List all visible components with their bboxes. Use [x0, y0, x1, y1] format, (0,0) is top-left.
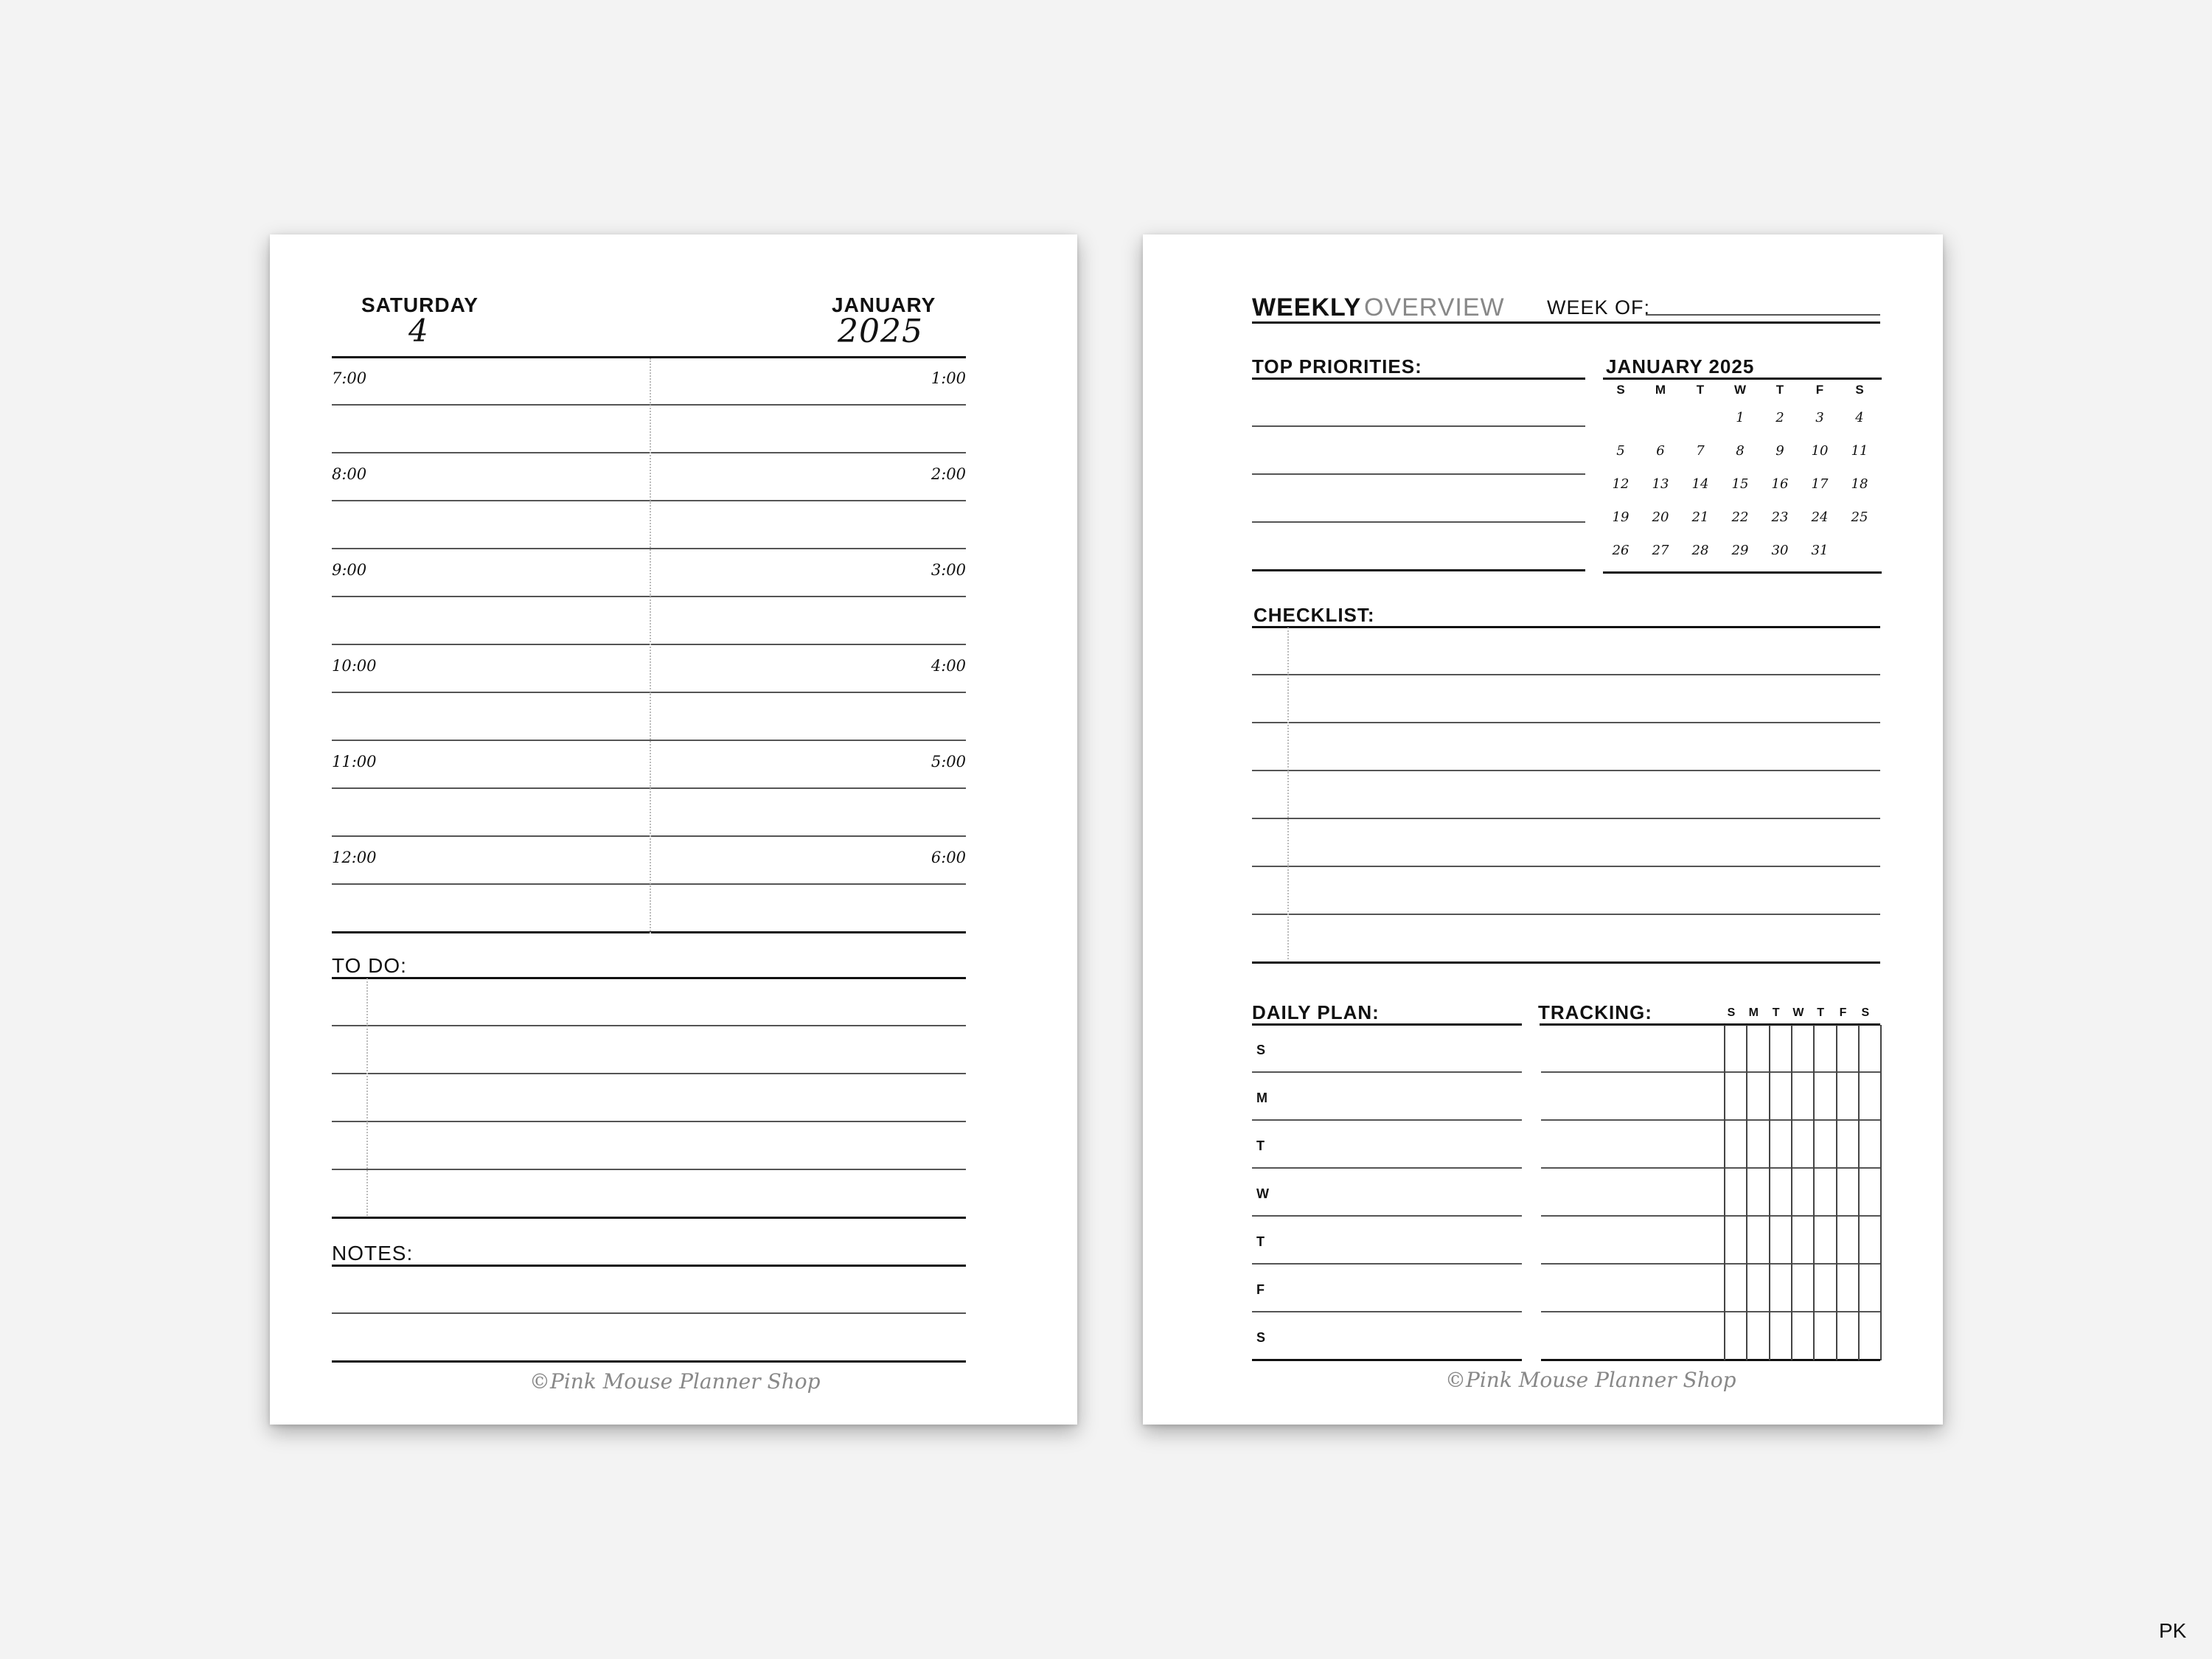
calendar-day: 14: [1691, 476, 1709, 492]
hour-label-am: 7:00: [332, 369, 367, 387]
schedule-line: [332, 835, 966, 837]
tracking-grid-column: [1858, 1025, 1860, 1360]
calendar-day: 27: [1652, 543, 1669, 558]
tracking-weekday: T: [1817, 1006, 1825, 1019]
checklist-line: [1252, 674, 1880, 675]
daily-plan-day: W: [1256, 1186, 1269, 1201]
daily-page: [270, 234, 1077, 1425]
title-rule: [1252, 321, 1880, 324]
schedule-line: [332, 692, 966, 693]
notes-label: NOTES:: [332, 1242, 414, 1265]
daily-plan-day: T: [1256, 1138, 1265, 1153]
tracking-grid-column: [1746, 1025, 1747, 1360]
hour-label-pm: 1:00: [931, 369, 966, 387]
tracking-label: TRACKING:: [1538, 1001, 1652, 1023]
calendar-day: 8: [1736, 443, 1745, 459]
todo-checkbox-divider: [366, 978, 368, 1216]
week-of-line: [1646, 314, 1880, 316]
checklist-line: [1252, 818, 1880, 819]
week-of-label: WEEK OF:: [1547, 296, 1651, 319]
checklist-line: [1252, 914, 1880, 915]
tracking-grid-column: [1813, 1025, 1815, 1360]
calendar-weekday: W: [1733, 383, 1747, 397]
calendar-day: 17: [1811, 476, 1829, 492]
calendar-day: 6: [1656, 443, 1665, 459]
hour-label-pm: 6:00: [931, 849, 966, 866]
daily-plan-rule: [1252, 1023, 1522, 1026]
calendar-day: 4: [1855, 410, 1864, 425]
tracking-grid-column: [1724, 1025, 1725, 1360]
daily-plan-line: [1252, 1359, 1522, 1361]
calendar-day: 24: [1811, 509, 1829, 525]
calendar-day: 11: [1851, 443, 1868, 459]
calendar-day: 1: [1736, 410, 1745, 425]
schedule-line: [332, 883, 966, 885]
hour-label-pm: 3:00: [931, 561, 966, 579]
calendar-weekday: S: [1616, 383, 1625, 397]
tracking-weekday: F: [1839, 1006, 1847, 1019]
todo-line: [332, 1121, 966, 1122]
schedule-line: [332, 452, 966, 453]
tracking-weekday: S: [1727, 1006, 1736, 1019]
footer-signature: ©Pink Mouse Planner Shop: [1445, 1368, 1736, 1392]
priorities-rule: [1252, 378, 1585, 380]
calendar-day: 5: [1616, 443, 1625, 459]
hour-label-am: 8:00: [332, 465, 367, 483]
todo-line: [332, 1073, 966, 1074]
calendar-title: JANUARY 2025: [1606, 355, 1755, 378]
calendar-bottom-rule: [1603, 571, 1882, 574]
month-name: JANUARY: [832, 293, 936, 316]
calendar-day: 19: [1612, 509, 1630, 525]
tracking-line: [1541, 1119, 1880, 1121]
corner-mark: PK: [2159, 1619, 2187, 1642]
checklist-line: [1252, 961, 1880, 964]
checklist-line: [1252, 866, 1880, 867]
checklist-rule: [1252, 626, 1880, 628]
todo-line: [332, 1217, 966, 1219]
checklist-line: [1252, 770, 1880, 771]
tracking-grid-column: [1880, 1025, 1882, 1360]
schedule-line: [332, 931, 966, 933]
calendar-weekday: F: [1815, 383, 1824, 397]
hour-label-am: 11:00: [332, 753, 377, 771]
schedule-line: [332, 500, 966, 501]
daily-plan-day: F: [1256, 1282, 1265, 1297]
tracking-weekday: T: [1772, 1006, 1780, 1019]
checklist-line: [1252, 722, 1880, 723]
priority-line: [1252, 569, 1585, 571]
tracking-weekday: M: [1748, 1006, 1759, 1019]
weekly-title-light: OVERVIEW: [1364, 293, 1505, 321]
calendar-day: 18: [1851, 476, 1868, 492]
calendar-day: 2: [1775, 410, 1784, 425]
calendar-weekday: T: [1696, 383, 1705, 397]
daily-plan-day: S: [1256, 1043, 1266, 1057]
todo-rule: [332, 977, 966, 979]
daily-plan-line: [1252, 1311, 1522, 1312]
todo-label: TO DO:: [332, 954, 407, 977]
daily-plan-line: [1252, 1263, 1522, 1265]
day-name: SATURDAY: [361, 293, 479, 316]
tracking-line: [1541, 1071, 1880, 1073]
tracking-line: [1541, 1359, 1880, 1361]
calendar-day: 9: [1775, 443, 1784, 459]
hour-label-am: 9:00: [332, 561, 367, 579]
calendar-day: 31: [1811, 543, 1829, 558]
schedule-line: [332, 740, 966, 741]
daily-plan-line: [1252, 1215, 1522, 1217]
daily-plan-line: [1252, 1071, 1522, 1073]
hour-label-pm: 4:00: [931, 657, 966, 675]
tracking-rule: [1540, 1023, 1880, 1026]
notes-rule: [332, 1265, 966, 1267]
weekly-title-bold: WEEKLY: [1252, 293, 1362, 321]
calendar-day: 30: [1771, 543, 1789, 558]
calendar-day: 21: [1691, 509, 1709, 525]
daily-plan-day: M: [1256, 1091, 1267, 1105]
notes-line: [332, 1312, 966, 1314]
day-number: 4: [408, 313, 429, 349]
tracking-line: [1541, 1167, 1880, 1169]
calendar-day: 25: [1851, 509, 1868, 525]
tracking-grid-column: [1769, 1025, 1770, 1360]
hour-label-pm: 2:00: [931, 465, 966, 483]
priority-line: [1252, 521, 1585, 523]
tracking-line: [1541, 1311, 1880, 1312]
checklist-label: CHECKLIST:: [1253, 604, 1375, 626]
priorities-label: TOP PRIORITIES:: [1252, 355, 1422, 378]
schedule-line: [332, 596, 966, 597]
todo-line: [332, 1025, 966, 1026]
calendar-day: 26: [1612, 543, 1630, 558]
priority-line: [1252, 473, 1585, 475]
schedule-line: [332, 548, 966, 549]
tracking-line: [1541, 1215, 1880, 1217]
calendar-day: 10: [1811, 443, 1829, 459]
daily-plan-day: S: [1256, 1330, 1266, 1345]
tracking-weekday: S: [1861, 1006, 1870, 1019]
calendar-day: 16: [1771, 476, 1789, 492]
calendar-day: 29: [1731, 543, 1749, 558]
hour-label-am: 10:00: [332, 657, 377, 675]
todo-line: [332, 1169, 966, 1170]
priority-line: [1252, 425, 1585, 427]
calendar-day: 22: [1731, 509, 1749, 525]
daily-plan-label: DAILY PLAN:: [1252, 1001, 1380, 1023]
tracking-grid-column: [1836, 1025, 1837, 1360]
calendar-day: 13: [1652, 476, 1669, 492]
hour-label-pm: 5:00: [931, 753, 966, 771]
calendar-day: 23: [1771, 509, 1789, 525]
calendar-day: 28: [1691, 543, 1709, 558]
year: 2025: [838, 313, 923, 350]
calendar-rule: [1603, 378, 1882, 380]
schedule-line: [332, 644, 966, 645]
daily-plan-day: T: [1256, 1234, 1265, 1249]
notes-line: [332, 1360, 966, 1363]
calendar-day: 20: [1652, 509, 1669, 525]
daily-plan-line: [1252, 1167, 1522, 1169]
weekly-overview-page: [1143, 234, 1943, 1425]
checklist-checkbox-divider: [1287, 627, 1289, 959]
daily-plan-line: [1252, 1119, 1522, 1121]
schedule-divider: [650, 358, 651, 933]
calendar-day: 3: [1815, 410, 1824, 425]
tracking-grid-column: [1791, 1025, 1792, 1360]
calendar-weekday: T: [1775, 383, 1784, 397]
schedule-line: [332, 404, 966, 406]
calendar-day: 7: [1696, 443, 1705, 459]
tracking-line: [1541, 1263, 1880, 1265]
schedule-line: [332, 787, 966, 789]
calendar-day: 12: [1612, 476, 1630, 492]
footer-signature: ©Pink Mouse Planner Shop: [529, 1369, 821, 1394]
hour-label-am: 12:00: [332, 849, 377, 866]
calendar-weekday: S: [1855, 383, 1864, 397]
header-rule: [332, 356, 966, 358]
calendar-weekday: M: [1655, 383, 1666, 397]
calendar-day: 15: [1731, 476, 1749, 492]
tracking-weekday: W: [1792, 1006, 1804, 1019]
